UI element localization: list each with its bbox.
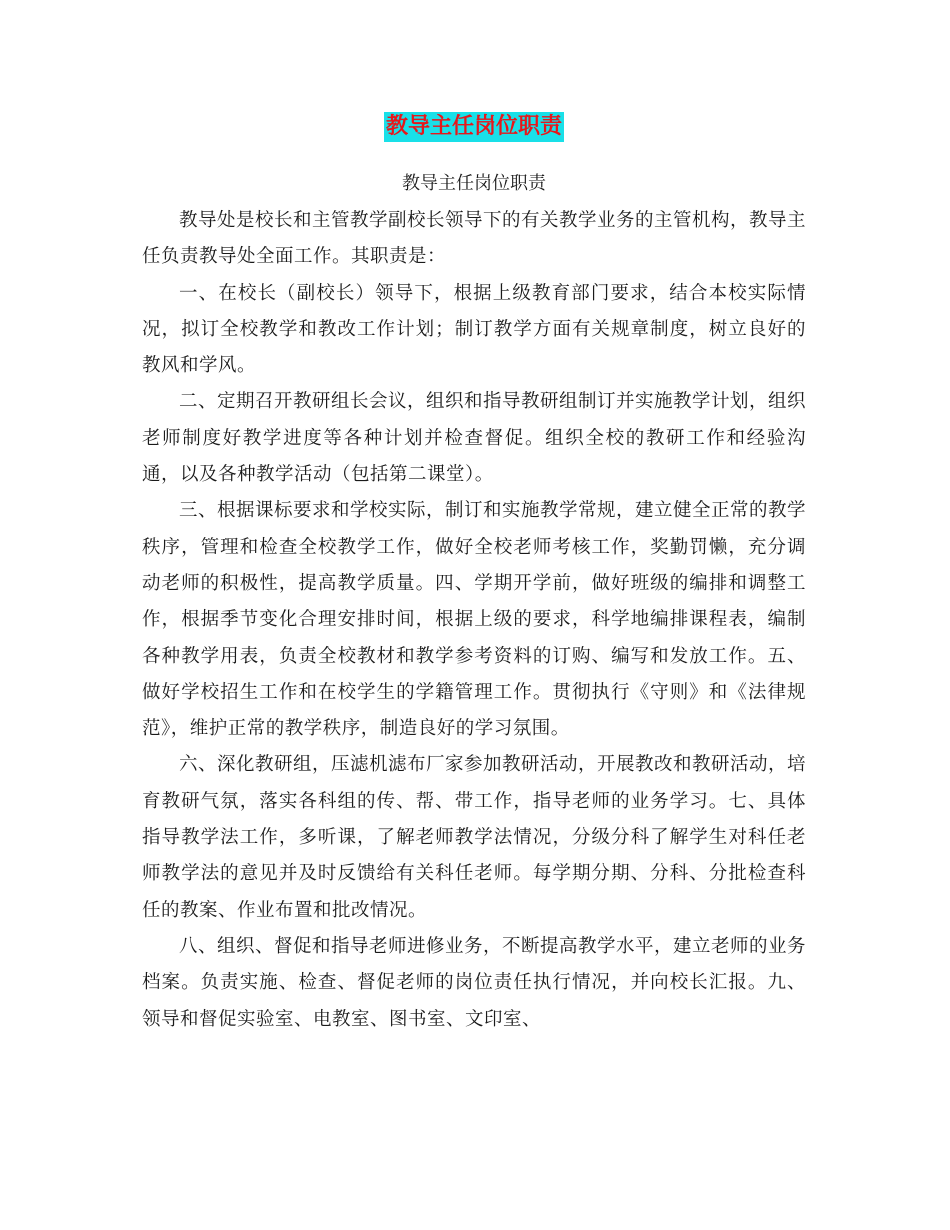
paragraph-2: 二、定期召开教研组长会议，组织和指导教研组制订并实施教学计划，组织老师制度好教学进度等各种计划并检查督促。组织全校的教研工作和经验沟通，以及各种教学活动（包括第二课堂）。 [142, 391, 807, 486]
document-title: 教导主任岗位职责 [384, 112, 564, 142]
document-body [142, 203, 806, 1038]
paragraph-3: 三、根据课标要求和学校实际，制订和实施教学常规，建立健全正常的教学秩序，管理和检查全校教学工作，做好全校老师考核工作，奖勤罚懒，充分调动老师的积极性，提高教学质量。四、学期开学前，做好班级的编排和调整工作，根据季节变化合理安排时间，根据上级的要求，科学地编排课程表，编制各种教学用表，负责全校教材和教学参考资料的订购、编写和发放工作。五、做好学校招生工作和在校学生的学籍管理工作。贯彻执行《守则》和《法律规范》，维护正常的教学秩序，制造良好的学习氛围。 [142, 500, 807, 740]
paragraph-8: 八、组织、督促和指导老师进修业务，不断提高教学水平，建立老师的业务档案。负责实施、检查、督促老师的岗位责任执行情况，并向校长汇报。九、领导和督促实验室、电教室、图书室、文印室、 [142, 935, 807, 1030]
paragraph-1: 一、在校长（副校长）领导下，根据上级教育部门要求，结合本校实际情况，拟订全校教学和教改工作计划；制订教学方面有关规章制度，树立良好的教风和学风。 [142, 282, 806, 377]
document-subtitle: 教导主任岗位职责 [402, 173, 546, 194]
paragraph-6: 六、深化教研组，压滤机滤布厂家参加教研活动，开展教改和教研活动，培育教研气氛，落实各科组的传、帮、带工作，指导老师的业务学习。七、具体指导教学法工作，多听课，了解老师教学法情况，分级分科了解学生对科任老师教学法的意见并及时反馈给有关科任老师。每学期分期、分科、分批检查科任的教案、作业布置和批改情况。 [142, 754, 807, 921]
paragraph-intro: 教导处是校长和主管教学副校长领导下的有关教学业务的主管机构，教导主任负责教导处全面工作。其职责是： [142, 210, 807, 268]
document-page [142, 110, 806, 1038]
title-block [142, 110, 806, 146]
